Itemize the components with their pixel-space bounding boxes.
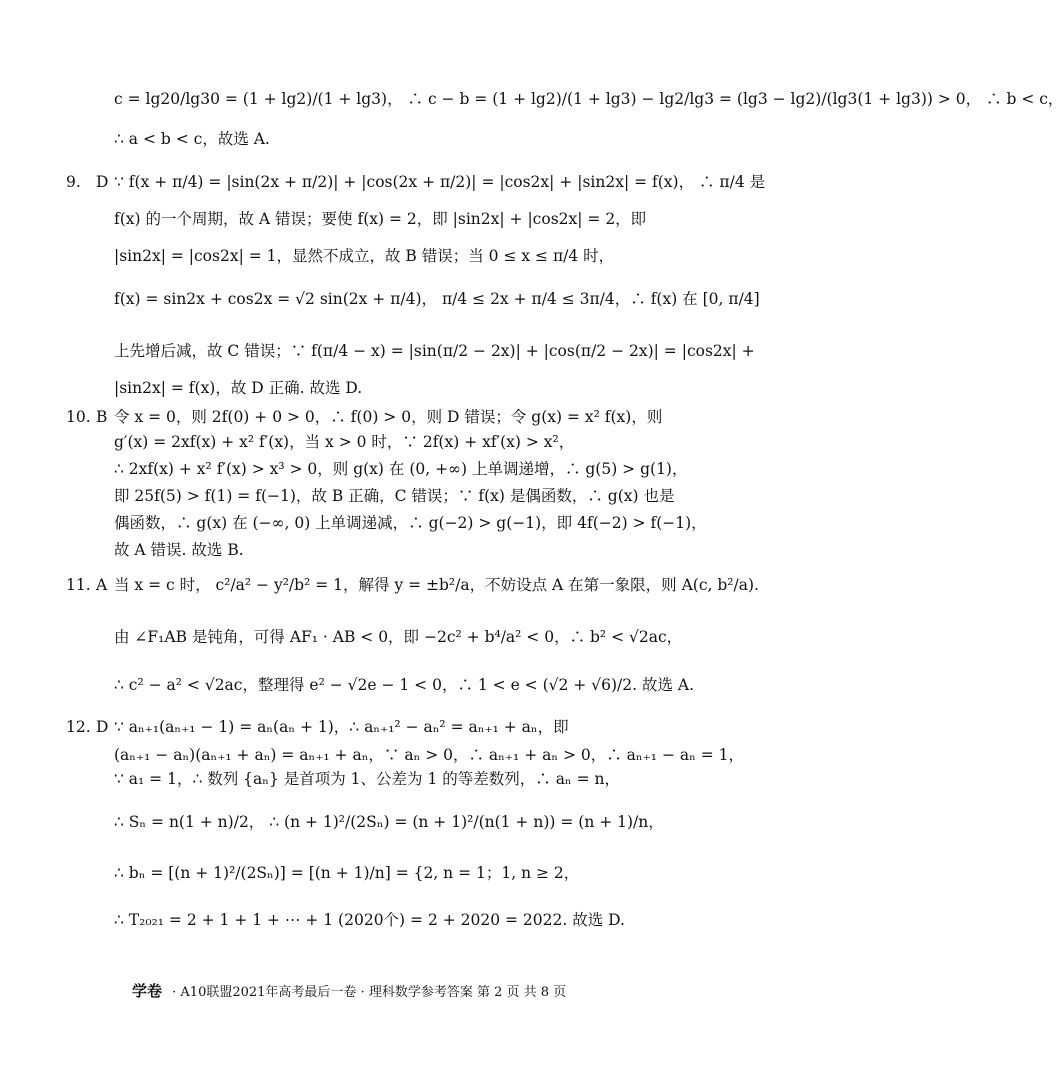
solution-line-l19: (aₙ₊₁ − aₙ)(aₙ₊₁ + aₙ) = aₙ₊₁ + aₙ，∵ aₙ > 0，∴ aₙ₊₁ + aₙ > 0，∴ aₙ₊₁ − aₙ = 1， xyxy=(114,746,745,764)
solution-line-l12: 即 25f(5) > f(1) = f(−1)，故 B 正确，C 错误；∵ f(x) 是偶函数，∴ g(x) 也是 xyxy=(114,487,675,505)
question-number-q11: 11. xyxy=(66,576,91,594)
solution-line-l03: ∵ f(x + π/4) = |sin(2x + π/2)| + |cos(2x + π/2)| = |cos2x| + |sin2x| = f(x)， ∴ π/4 是 xyxy=(114,173,766,191)
question-number-q9: 9. xyxy=(66,173,81,191)
solution-line-l01: c = lg20/lg30 = (1 + lg2)/(1 + lg3)， ∴ c − b = (1 + lg2)/(1 + lg3) − lg2/lg3 = (lg3 − lg2)/(lg3(1 + lg3)) > 0， ∴ b < c， xyxy=(114,90,1063,108)
question-answer-q9: D xyxy=(96,173,109,191)
solution-line-l10: g′(x) = 2xf(x) + x² f′(x)，当 x > 0 时，∵ 2f(x) + xf′(x) > x²， xyxy=(114,433,575,451)
question-number-q10: 10. xyxy=(66,408,91,426)
question-answer-q12: D xyxy=(96,718,109,736)
solution-line-l02: ∴ a < b < c，故选 A. xyxy=(114,130,270,148)
solution-line-l23: ∴ T₂₀₂₁ = 2 + 1 + 1 + ⋯ + 1 (2020个) = 2 + 2020 = 2022. 故选 D. xyxy=(114,911,625,929)
solution-line-l08: |sin2x| = f(x)，故 D 正确. 故选 D. xyxy=(114,379,363,397)
brand-logo: 学卷 xyxy=(132,982,163,1000)
page-footer xyxy=(132,984,566,999)
solution-line-l06: f(x) = sin2x + cos2x = √2 sin(2x + π/4)， π/4 ≤ 2x + π/4 ≤ 3π/4，∴ f(x) 在 [0, π/4] xyxy=(114,290,760,308)
solution-line-l17: ∴ c² − a² < √2ac，整理得 e² − √2e − 1 < 0，∴ 1 < e < (√2 + √6)/2. 故选 A. xyxy=(114,676,694,694)
solution-line-l09: 令 x = 0，则 2f(0) + 0 > 0，∴ f(0) > 0，则 D 错误；令 g(x) = x² f(x)，则 xyxy=(114,408,663,426)
question-answer-q10: B xyxy=(96,408,108,426)
solution-line-l14: 故 A 错误. 故选 B. xyxy=(114,541,244,559)
question-number-q12: 12. xyxy=(66,718,91,736)
footer-text: · A10联盟2021年高考最后一卷 · 理科数学参考答案 第 2 页 共 8 页 xyxy=(172,985,567,1000)
solution-line-l21: ∴ Sₙ = n(1 + n)/2， ∴ (n + 1)²/(2Sₙ) = (n + 1)²/(n(1 + n)) = (n + 1)/n， xyxy=(114,813,664,831)
solution-line-l20: ∵ a₁ = 1，∴ 数列 {aₙ} 是首项为 1、公差为 1 的等差数列，∴ aₙ = n， xyxy=(114,770,620,788)
solution-line-l18: ∵ aₙ₊₁(aₙ₊₁ − 1) = aₙ(aₙ + 1)，∴ aₙ₊₁² − aₙ² = aₙ₊₁ + aₙ，即 xyxy=(114,718,569,736)
solution-line-l22: ∴ bₙ = [(n + 1)²/(2Sₙ)] = [(n + 1)/n] = {2, n = 1；1, n ≥ 2， xyxy=(114,864,580,882)
solution-line-l11: ∴ 2xf(x) + x² f′(x) > x³ > 0，则 g(x) 在 (0, +∞) 上单调递增，∴ g(5) > g(1)， xyxy=(114,460,688,478)
solution-line-l04: f(x) 的一个周期，故 A 错误；要使 f(x) = 2，即 |sin2x| + |cos2x| = 2，即 xyxy=(114,210,647,228)
solution-line-l07: 上先增后减，故 C 错误；∵ f(π/4 − x) = |sin(π/2 − 2x)| + |cos(π/2 − 2x)| = |cos2x| + xyxy=(114,342,755,360)
solution-line-l13: 偶函数，∴ g(x) 在 (−∞, 0) 上单调递减，∴ g(−2) > g(−1)，即 4f(−2) > f(−1)， xyxy=(114,514,707,532)
solution-line-l05: |sin2x| = |cos2x| = 1，显然不成立，故 B 错误；当 0 ≤ x ≤ π/4 时， xyxy=(114,247,615,265)
question-answer-q11: A xyxy=(96,576,108,594)
solution-line-l15: 当 x = c 时， c²/a² − y²/b² = 1，解得 y = ±b²/a，不妨设点 A 在第一象限，则 A(c, b²/a). xyxy=(114,576,759,594)
solution-line-l16: 由 ∠F₁AB 是钝角，可得 AF₁ · AB < 0，即 −2c² + b⁴/a² < 0，∴ b² < √2ac， xyxy=(114,628,683,646)
